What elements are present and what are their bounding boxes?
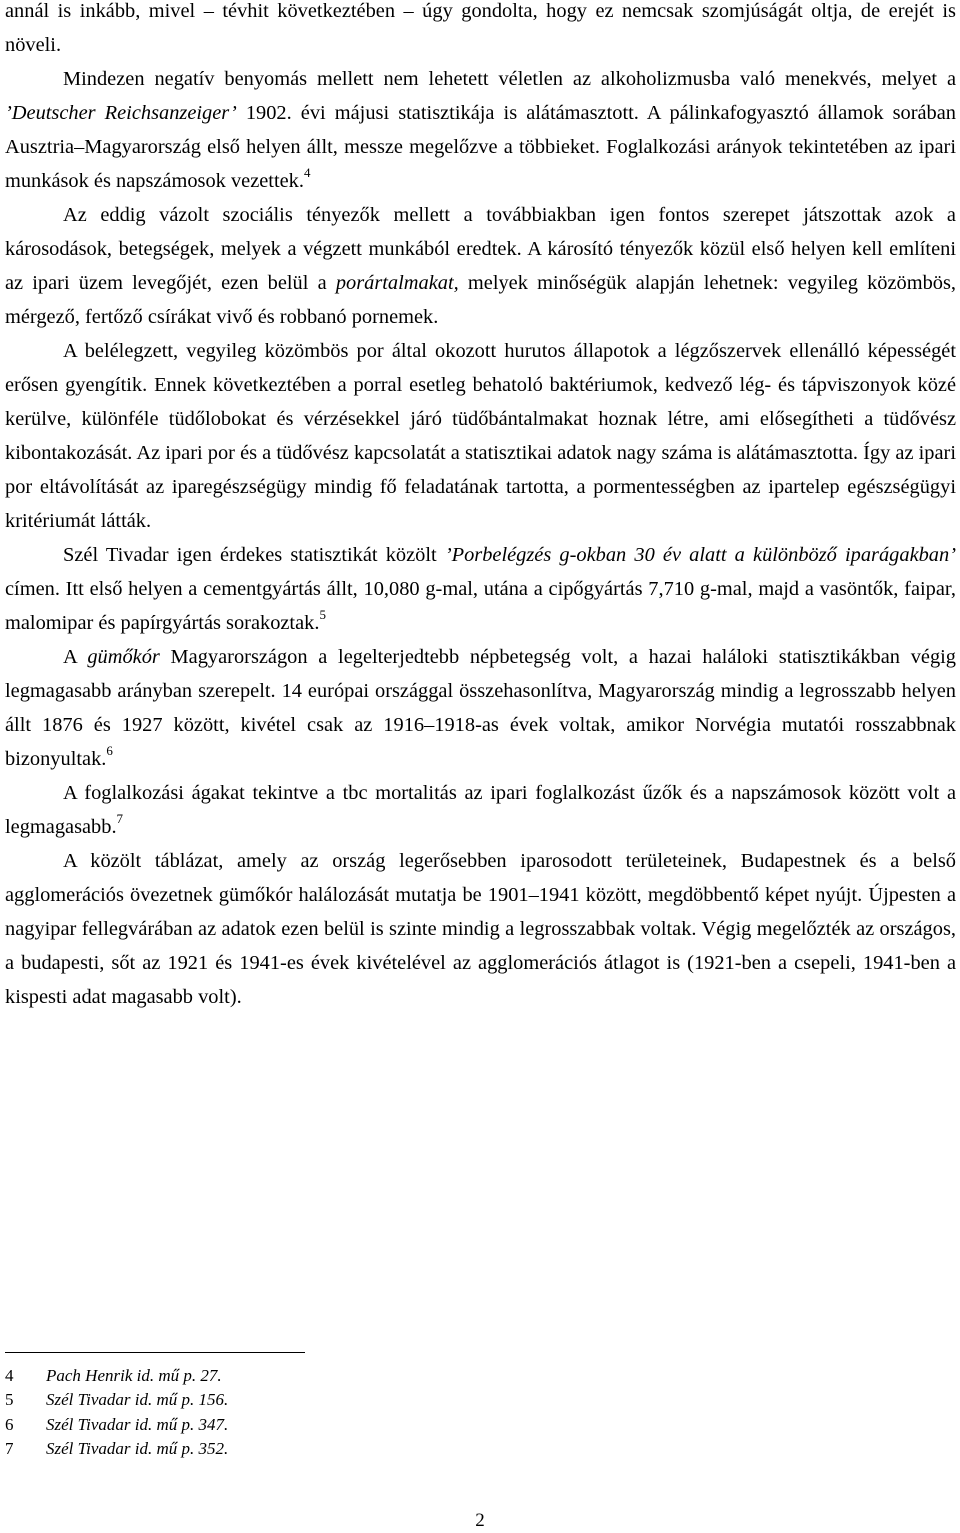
paragraph-text: Magyarországon a legelterjedtebb népbetegség volt, a hazai haláloki statisztikákban végig legmagasabb arányban szerepelt. 14 európai országgal összehasonlítva, Magyarország mindig a legrosszabb helyen állt 1876 és 1927 között, kivétel csak az 1916–1918-as évek voltak, amikor Norvégia mutatói rosszabbnak bizonyultak. (5, 646, 956, 770)
footnote (5, 1413, 505, 1437)
footnote-ref: 5 (319, 607, 326, 623)
paragraph-text: A (63, 646, 88, 668)
footnote-ref: 6 (106, 743, 113, 759)
paragraph (5, 844, 956, 1014)
page-number: 2 (475, 1510, 485, 1531)
paragraph-text: 1902. évi májusi statisztikája is alátámasztott. A pálinkafogyasztó államok sorában Ausztria–Magyarország első helyen állt, messze megelőzve a többieket. Foglalkozási arányok tekintetében az ipari munkások és napszámosok vezettek. (5, 102, 956, 192)
paragraph (5, 0, 956, 62)
paragraph-text: címen. Itt első helyen a cementgyártás állt, 10,080 g-mal, utána a cipőgyártás 7,710 g-mal, majd a vasöntők, faipar, malomipar és papírgyártás sorakoztak. (5, 578, 956, 634)
footnote-number: 7 (5, 1439, 14, 1459)
paragraph-text: annál is inkább, mivel – tévhit következtében – úgy gondolta, hogy ez nemcsak szomjúságát oltja, de erejét is növeli. (5, 0, 956, 56)
footnote-number: 4 (5, 1366, 14, 1385)
paragraph (5, 334, 956, 538)
footnote-text: Pach Henrik id. mű p. 27. (46, 1366, 222, 1385)
paragraph-text: A közölt táblázat, amely az ország legerősebben iparosodott területeinek, Budapestnek és a belső agglomerációs övezetnek gümőkór halálozását mutatja be 1901–1941 között, megdöbbentő képet nyújt. Újpesten a nagyipar fellegvárában az adatok ezen belül is szinte mindig a legrosszabbak voltak. Végig megelőzték az országos, a budapesti, sőt az 1921 és 1941-es évek kivételével az agglomerációs átlagot is (1921-ben a csepeli, 1941-ben a kispesti adat magasabb volt). (5, 850, 956, 1008)
footnote-text: Szél Tivadar id. mű p. 347. (46, 1414, 229, 1434)
paragraph (5, 62, 956, 198)
footnote-ref: 4 (303, 165, 311, 181)
italic-title: ’Porbelégzés g-okban 30 év alatt a különböző iparágakban’ (444, 544, 956, 566)
italic-title: ’Deutscher Reichsanzeiger’ (5, 102, 237, 124)
paragraph-text: melyek minőségük alapján lehetnek: vegyileg közömbös, mérgező, fertőző csírákat vivő és robbanó pornemek. (5, 272, 956, 328)
paragraph-text: Szél Tivadar igen érdekes statisztikát közölt (63, 544, 445, 566)
paragraph (5, 776, 956, 844)
footnote-number: 5 (5, 1390, 14, 1410)
paragraph (5, 198, 956, 334)
paragraph-text: Mindezen negatív benyomás mellett nem lehetett véletlen az alkoholizmusba való menekvés, melyet a (63, 68, 956, 90)
paragraph (5, 640, 956, 776)
paragraph-text: A foglalkozási ágakat tekintve a tbc mortalitás az ipari foglalkozást űzők és a napszámosok között volt a legmagasabb. (5, 782, 956, 838)
italic-term: gümőkór (87, 646, 160, 668)
body-text (5, 0, 956, 1014)
footnote-number: 6 (5, 1414, 14, 1434)
footnote-ref: 7 (116, 811, 124, 827)
footnote (5, 1437, 505, 1461)
italic-term: porártalmakat, (335, 272, 459, 294)
footnote-separator (5, 1352, 305, 1353)
paragraph-text: Az eddig vázolt szociális tényezők mellett a továbbiakban igen fontos szerepet játszottak azok a károsodások, betegségek, melyek a végzett munkából eredtek. A károsító tényezők közül első helyen kell említeni az ipari üzem levegőjét, ezen belül a (5, 204, 956, 294)
footnote (5, 1388, 505, 1412)
paragraph (5, 538, 956, 640)
footnote (5, 1364, 505, 1388)
footnote-text: Szél Tivadar id. mű p. 352. (46, 1439, 229, 1459)
footnote-text: Szél Tivadar id. mű p. 156. (46, 1390, 229, 1410)
footnotes (5, 1364, 505, 1462)
paragraph-text: A belélegzett, vegyileg közömbös por által okozott hurutos állapotok a légzőszervek ellenálló képességét erősen gyengítik. Ennek következtében a porral esetleg behatoló baktériumok, kedvező lég- és tápviszonyok közé kerülve, különféle tüdőlobokat és vérzésekkel járó tüdőbántalmakat hoznak létre, ami elősegítheti a tüdővész kibontakozását. Az ipari por és a tüdővész kapcsolatát a statisztikai adatok nagy száma is alátámasztotta. Így az ipari por eltávolítását az iparegészségügy mindig fő feladatának tartotta, a pormentességben az ipartelep egészségügyi kritériumát látták. (5, 340, 956, 532)
